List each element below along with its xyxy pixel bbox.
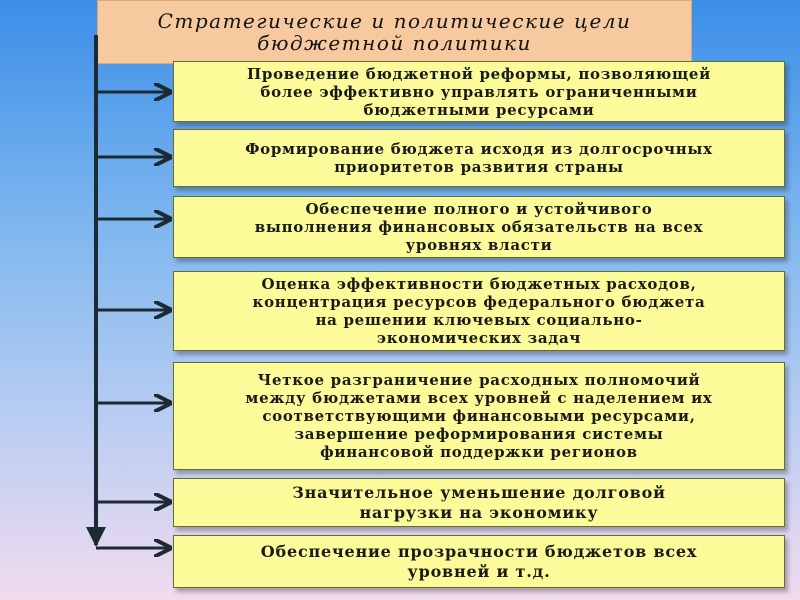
goal-box-spending-efficiency: Оценка эффективности бюджетных расходов, концентрация ресурсов федерального бюджета на решении ключевых социально- экономических задач (173, 271, 785, 351)
goal-box-powers-delimitation: Четкое разграничение расходных полномочий между бюджетами всех уровней с наделением их соответствующими финансовыми ресурсами, завершение реформирования системы финансовой поддержки регионов (173, 362, 785, 470)
goal-box-long-term-priorities: Формирование бюджета исходя из долгосрочных приоритетов развития страны (173, 129, 785, 187)
goal-box-financial-obligations: Обеспечение полного и устойчивого выполнения финансовых обязательств на всех уровнях власти (173, 196, 785, 258)
goal-box-budget-reform: Проведение бюджетной реформы, позволяющей более эффективно управлять ограниченными бюджетными ресурсами (173, 61, 785, 122)
diagram-title: Стратегические и политические цели бюджетной политики (97, 0, 692, 64)
goal-box-debt-reduction: Значительное уменьшение долговой нагрузки на экономику (173, 478, 785, 527)
goal-box-budget-transparency: Обеспечение прозрачности бюджетов всех уровней и т.д. (173, 535, 785, 588)
